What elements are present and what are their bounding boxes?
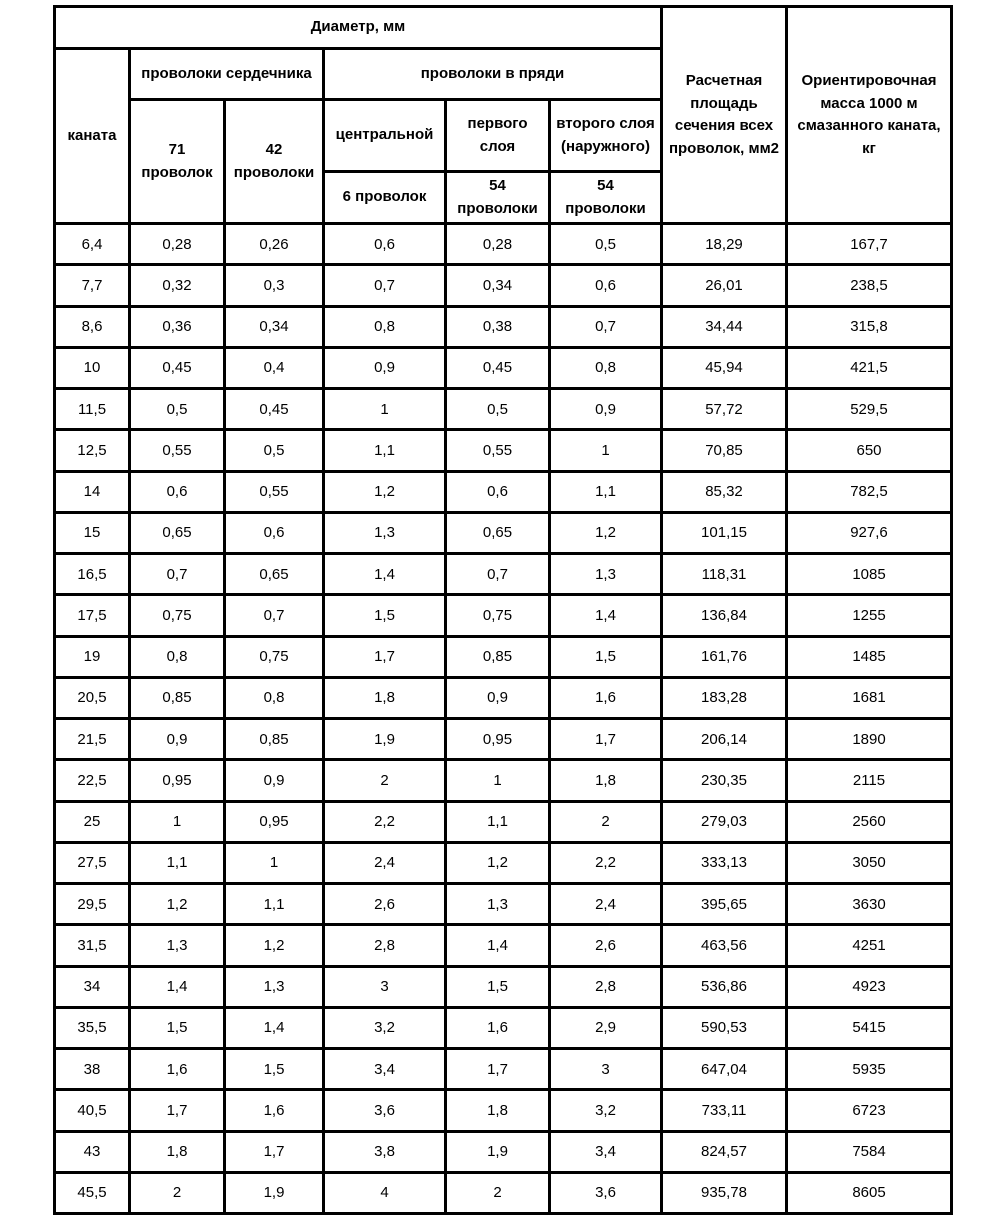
table-row bbox=[55, 719, 952, 760]
table-row bbox=[55, 471, 952, 512]
table-cell: 333,13 bbox=[662, 842, 787, 883]
table-cell: 0,65 bbox=[446, 512, 550, 553]
table-cell: 0,9 bbox=[446, 677, 550, 718]
table-cell: 1,4 bbox=[324, 554, 446, 595]
table-cell: 3,6 bbox=[324, 1090, 446, 1131]
table-cell: 0,8 bbox=[550, 347, 662, 388]
table-row bbox=[55, 1049, 952, 1090]
table-cell: 0,75 bbox=[130, 595, 225, 636]
table-cell: 0,38 bbox=[446, 306, 550, 347]
table-cell: 935,78 bbox=[662, 1172, 787, 1213]
table-cell: 0,6 bbox=[446, 471, 550, 512]
table-cell: 0,36 bbox=[130, 306, 225, 347]
table-cell: 14 bbox=[55, 471, 130, 512]
table-cell: 1 bbox=[324, 389, 446, 430]
table-cell: 45,94 bbox=[662, 347, 787, 388]
table-cell: 0,28 bbox=[446, 224, 550, 265]
table-cell: 1,2 bbox=[130, 884, 225, 925]
table-cell: 8,6 bbox=[55, 306, 130, 347]
table-cell: 3,4 bbox=[550, 1131, 662, 1172]
table-cell: 2 bbox=[550, 801, 662, 842]
table-cell: 1,8 bbox=[324, 677, 446, 718]
table-cell: 3,4 bbox=[324, 1049, 446, 1090]
header-approx-mass: Ориентировочная масса 1000 м смазанного каната, кг bbox=[787, 7, 952, 224]
header-central: центральной bbox=[324, 100, 446, 172]
table-cell: 1,3 bbox=[130, 925, 225, 966]
table-row bbox=[55, 925, 952, 966]
table-cell: 0,34 bbox=[446, 265, 550, 306]
table-cell: 1,5 bbox=[225, 1049, 324, 1090]
table-cell: 1,7 bbox=[225, 1131, 324, 1172]
table-cell: 1,1 bbox=[446, 801, 550, 842]
table-cell: 230,35 bbox=[662, 760, 787, 801]
table-cell: 15 bbox=[55, 512, 130, 553]
table-cell: 1,2 bbox=[324, 471, 446, 512]
table-cell: 0,5 bbox=[446, 389, 550, 430]
table-cell: 1,3 bbox=[446, 884, 550, 925]
table-cell: 1,5 bbox=[324, 595, 446, 636]
table-cell: 463,56 bbox=[662, 925, 787, 966]
table-cell: 0,5 bbox=[130, 389, 225, 430]
table-cell: 206,14 bbox=[662, 719, 787, 760]
table-cell: 43 bbox=[55, 1131, 130, 1172]
table-cell: 1,7 bbox=[130, 1090, 225, 1131]
table-cell: 2,4 bbox=[324, 842, 446, 883]
table-cell: 1,7 bbox=[446, 1049, 550, 1090]
header-second-layer-count: 54 проволоки bbox=[550, 172, 662, 224]
table-cell: 1,2 bbox=[225, 925, 324, 966]
table-cell: 38 bbox=[55, 1049, 130, 1090]
table-cell: 3 bbox=[550, 1049, 662, 1090]
table-cell: 2,2 bbox=[550, 842, 662, 883]
table-cell: 7,7 bbox=[55, 265, 130, 306]
table-cell: 26,01 bbox=[662, 265, 787, 306]
table-row bbox=[55, 801, 952, 842]
table-cell: 3,2 bbox=[324, 1007, 446, 1048]
table-cell: 0,45 bbox=[130, 347, 225, 388]
table-cell: 0,26 bbox=[225, 224, 324, 265]
table-cell: 3 bbox=[324, 966, 446, 1007]
table-cell: 3,6 bbox=[550, 1172, 662, 1213]
table-cell: 35,5 bbox=[55, 1007, 130, 1048]
table-cell: 1,1 bbox=[225, 884, 324, 925]
table-body bbox=[55, 224, 952, 1214]
table-row bbox=[55, 636, 952, 677]
table-cell: 1,2 bbox=[550, 512, 662, 553]
table-cell: 0,34 bbox=[225, 306, 324, 347]
table-cell: 0,55 bbox=[130, 430, 225, 471]
table-row bbox=[55, 347, 952, 388]
table-cell: 31,5 bbox=[55, 925, 130, 966]
table-cell: 0,6 bbox=[130, 471, 225, 512]
table-cell: 1,8 bbox=[446, 1090, 550, 1131]
table-row bbox=[55, 1007, 952, 1048]
table-cell: 0,75 bbox=[225, 636, 324, 677]
table-cell: 2,6 bbox=[324, 884, 446, 925]
header-first-layer: первого слоя bbox=[446, 100, 550, 172]
table-cell: 1,9 bbox=[446, 1131, 550, 1172]
table-cell: 2,4 bbox=[550, 884, 662, 925]
table-cell: 0,45 bbox=[225, 389, 324, 430]
table-cell: 183,28 bbox=[662, 677, 787, 718]
table-cell: 34,44 bbox=[662, 306, 787, 347]
table-cell: 0,65 bbox=[130, 512, 225, 553]
table-cell: 2,6 bbox=[550, 925, 662, 966]
table-cell: 2,8 bbox=[324, 925, 446, 966]
wire-rope-spec-table bbox=[53, 5, 953, 1215]
table-cell: 0,9 bbox=[324, 347, 446, 388]
table-cell: 1,6 bbox=[550, 677, 662, 718]
table-cell: 1,5 bbox=[130, 1007, 225, 1048]
table-row bbox=[55, 306, 952, 347]
table-cell: 0,3 bbox=[225, 265, 324, 306]
table-cell: 1255 bbox=[787, 595, 952, 636]
table-cell: 1,6 bbox=[130, 1049, 225, 1090]
table-cell: 16,5 bbox=[55, 554, 130, 595]
table-row bbox=[55, 1131, 952, 1172]
table-cell: 5415 bbox=[787, 1007, 952, 1048]
table-row bbox=[55, 842, 952, 883]
header-row-diameter bbox=[55, 7, 952, 49]
table-cell: 45,5 bbox=[55, 1172, 130, 1213]
table-cell: 1,1 bbox=[130, 842, 225, 883]
table-cell: 0,6 bbox=[550, 265, 662, 306]
table-cell: 4923 bbox=[787, 966, 952, 1007]
table-cell: 6723 bbox=[787, 1090, 952, 1131]
table-cell: 3,8 bbox=[324, 1131, 446, 1172]
table-cell: 18,29 bbox=[662, 224, 787, 265]
table-cell: 118,31 bbox=[662, 554, 787, 595]
table-row bbox=[55, 1172, 952, 1213]
table-cell: 17,5 bbox=[55, 595, 130, 636]
table-row bbox=[55, 884, 952, 925]
table-cell: 1,9 bbox=[324, 719, 446, 760]
table-cell: 10 bbox=[55, 347, 130, 388]
table-cell: 1,9 bbox=[225, 1172, 324, 1213]
table-cell: 3630 bbox=[787, 884, 952, 925]
table-row bbox=[55, 1090, 952, 1131]
table-cell: 0,85 bbox=[130, 677, 225, 718]
table-cell: 7584 bbox=[787, 1131, 952, 1172]
header-core-wires-group: проволоки сердечника bbox=[130, 49, 324, 100]
table-cell: 536,86 bbox=[662, 966, 787, 1007]
table-cell: 0,7 bbox=[130, 554, 225, 595]
table-cell: 421,5 bbox=[787, 347, 952, 388]
table-cell: 22,5 bbox=[55, 760, 130, 801]
table-cell: 20,5 bbox=[55, 677, 130, 718]
table-cell: 1,3 bbox=[550, 554, 662, 595]
table-cell: 8605 bbox=[787, 1172, 952, 1213]
table-cell: 1,6 bbox=[446, 1007, 550, 1048]
table-cell: 0,7 bbox=[446, 554, 550, 595]
table-cell: 5935 bbox=[787, 1049, 952, 1090]
table-cell: 0,85 bbox=[446, 636, 550, 677]
table-cell: 0,65 bbox=[225, 554, 324, 595]
table-cell: 0,32 bbox=[130, 265, 225, 306]
table-cell: 29,5 bbox=[55, 884, 130, 925]
table-cell: 590,53 bbox=[662, 1007, 787, 1048]
table-cell: 529,5 bbox=[787, 389, 952, 430]
table-cell: 315,8 bbox=[787, 306, 952, 347]
table-cell: 3050 bbox=[787, 842, 952, 883]
table-cell: 1,4 bbox=[130, 966, 225, 1007]
table-cell: 1,5 bbox=[550, 636, 662, 677]
table-cell: 2 bbox=[446, 1172, 550, 1213]
table-row bbox=[55, 966, 952, 1007]
table-cell: 650 bbox=[787, 430, 952, 471]
table-cell: 1,1 bbox=[324, 430, 446, 471]
table-cell: 0,55 bbox=[446, 430, 550, 471]
table-cell: 70,85 bbox=[662, 430, 787, 471]
table-cell: 824,57 bbox=[662, 1131, 787, 1172]
table-cell: 0,28 bbox=[130, 224, 225, 265]
header-first-layer-count: 54 проволоки bbox=[446, 172, 550, 224]
table-cell: 167,7 bbox=[787, 224, 952, 265]
table-cell: 3,2 bbox=[550, 1090, 662, 1131]
table-cell: 0,9 bbox=[225, 760, 324, 801]
table-cell: 238,5 bbox=[787, 265, 952, 306]
table-cell: 0,4 bbox=[225, 347, 324, 388]
table-cell: 1,8 bbox=[550, 760, 662, 801]
table-cell: 1,3 bbox=[324, 512, 446, 553]
table-cell: 40,5 bbox=[55, 1090, 130, 1131]
table-cell: 12,5 bbox=[55, 430, 130, 471]
table-cell: 0,95 bbox=[446, 719, 550, 760]
table-cell: 279,03 bbox=[662, 801, 787, 842]
table-cell: 0,5 bbox=[550, 224, 662, 265]
table-cell: 647,04 bbox=[662, 1049, 787, 1090]
table-cell: 0,8 bbox=[225, 677, 324, 718]
table-cell: 0,8 bbox=[130, 636, 225, 677]
table-cell: 1 bbox=[446, 760, 550, 801]
table-row bbox=[55, 389, 952, 430]
table-cell: 2 bbox=[324, 760, 446, 801]
table-cell: 2,9 bbox=[550, 1007, 662, 1048]
table-cell: 25 bbox=[55, 801, 130, 842]
table-row bbox=[55, 265, 952, 306]
table-cell: 0,7 bbox=[550, 306, 662, 347]
table-cell: 1681 bbox=[787, 677, 952, 718]
table-cell: 0,85 bbox=[225, 719, 324, 760]
table-row bbox=[55, 760, 952, 801]
table-cell: 1,7 bbox=[550, 719, 662, 760]
table-cell: 1,4 bbox=[225, 1007, 324, 1048]
table-cell: 0,8 bbox=[324, 306, 446, 347]
table-cell: 0,45 bbox=[446, 347, 550, 388]
table-cell: 6,4 bbox=[55, 224, 130, 265]
table-cell: 1,8 bbox=[130, 1131, 225, 1172]
table-cell: 1 bbox=[550, 430, 662, 471]
table-cell: 2,2 bbox=[324, 801, 446, 842]
table-cell: 0,6 bbox=[324, 224, 446, 265]
table-header bbox=[55, 7, 952, 224]
table-row bbox=[55, 430, 952, 471]
table-cell: 4 bbox=[324, 1172, 446, 1213]
table-row bbox=[55, 677, 952, 718]
table-row bbox=[55, 595, 952, 636]
table-cell: 0,75 bbox=[446, 595, 550, 636]
table-row bbox=[55, 224, 952, 265]
header-strand-wires-group: проволоки в пряди bbox=[324, 49, 662, 100]
table-cell: 1,3 bbox=[225, 966, 324, 1007]
table-row bbox=[55, 554, 952, 595]
table-cell: 11,5 bbox=[55, 389, 130, 430]
table-cell: 21,5 bbox=[55, 719, 130, 760]
table-cell: 927,6 bbox=[787, 512, 952, 553]
header-core-42: 42 проволоки bbox=[225, 100, 324, 224]
table-cell: 1,4 bbox=[550, 595, 662, 636]
header-calculated-area: Расчетная площадь сечения всех проволок, мм2 bbox=[662, 7, 787, 224]
table-cell: 1,2 bbox=[446, 842, 550, 883]
header-central-count: 6 проволок bbox=[324, 172, 446, 224]
table-cell: 0,95 bbox=[130, 760, 225, 801]
table-cell: 1890 bbox=[787, 719, 952, 760]
table-cell: 0,5 bbox=[225, 430, 324, 471]
table-cell: 395,65 bbox=[662, 884, 787, 925]
table-cell: 4251 bbox=[787, 925, 952, 966]
header-core-71: 71 проволок bbox=[130, 100, 225, 224]
table-cell: 1,4 bbox=[446, 925, 550, 966]
table-cell: 1,1 bbox=[550, 471, 662, 512]
table-cell: 0,9 bbox=[130, 719, 225, 760]
table-cell: 1485 bbox=[787, 636, 952, 677]
table-cell: 0,9 bbox=[550, 389, 662, 430]
table-cell: 27,5 bbox=[55, 842, 130, 883]
header-second-layer: второго слоя (наружного) bbox=[550, 100, 662, 172]
table-cell: 0,7 bbox=[225, 595, 324, 636]
table-cell: 1,7 bbox=[324, 636, 446, 677]
table-cell: 85,32 bbox=[662, 471, 787, 512]
table-cell: 782,5 bbox=[787, 471, 952, 512]
header-diameter-group: Диаметр, мм bbox=[55, 7, 662, 49]
table-cell: 34 bbox=[55, 966, 130, 1007]
table-cell: 161,76 bbox=[662, 636, 787, 677]
table-cell: 101,15 bbox=[662, 512, 787, 553]
table-cell: 1 bbox=[130, 801, 225, 842]
table-cell: 0,6 bbox=[225, 512, 324, 553]
table-cell: 0,95 bbox=[225, 801, 324, 842]
header-rope: каната bbox=[55, 49, 130, 224]
table-cell: 0,55 bbox=[225, 471, 324, 512]
table-cell: 1085 bbox=[787, 554, 952, 595]
table-cell: 57,72 bbox=[662, 389, 787, 430]
table-cell: 2115 bbox=[787, 760, 952, 801]
table-cell: 1,6 bbox=[225, 1090, 324, 1131]
table-cell: 19 bbox=[55, 636, 130, 677]
table-cell: 2,8 bbox=[550, 966, 662, 1007]
table-cell: 2560 bbox=[787, 801, 952, 842]
table-row bbox=[55, 512, 952, 553]
table-cell: 1 bbox=[225, 842, 324, 883]
table-cell: 733,11 bbox=[662, 1090, 787, 1131]
table-cell: 0,7 bbox=[324, 265, 446, 306]
table-cell: 136,84 bbox=[662, 595, 787, 636]
table-cell: 1,5 bbox=[446, 966, 550, 1007]
table-cell: 2 bbox=[130, 1172, 225, 1213]
